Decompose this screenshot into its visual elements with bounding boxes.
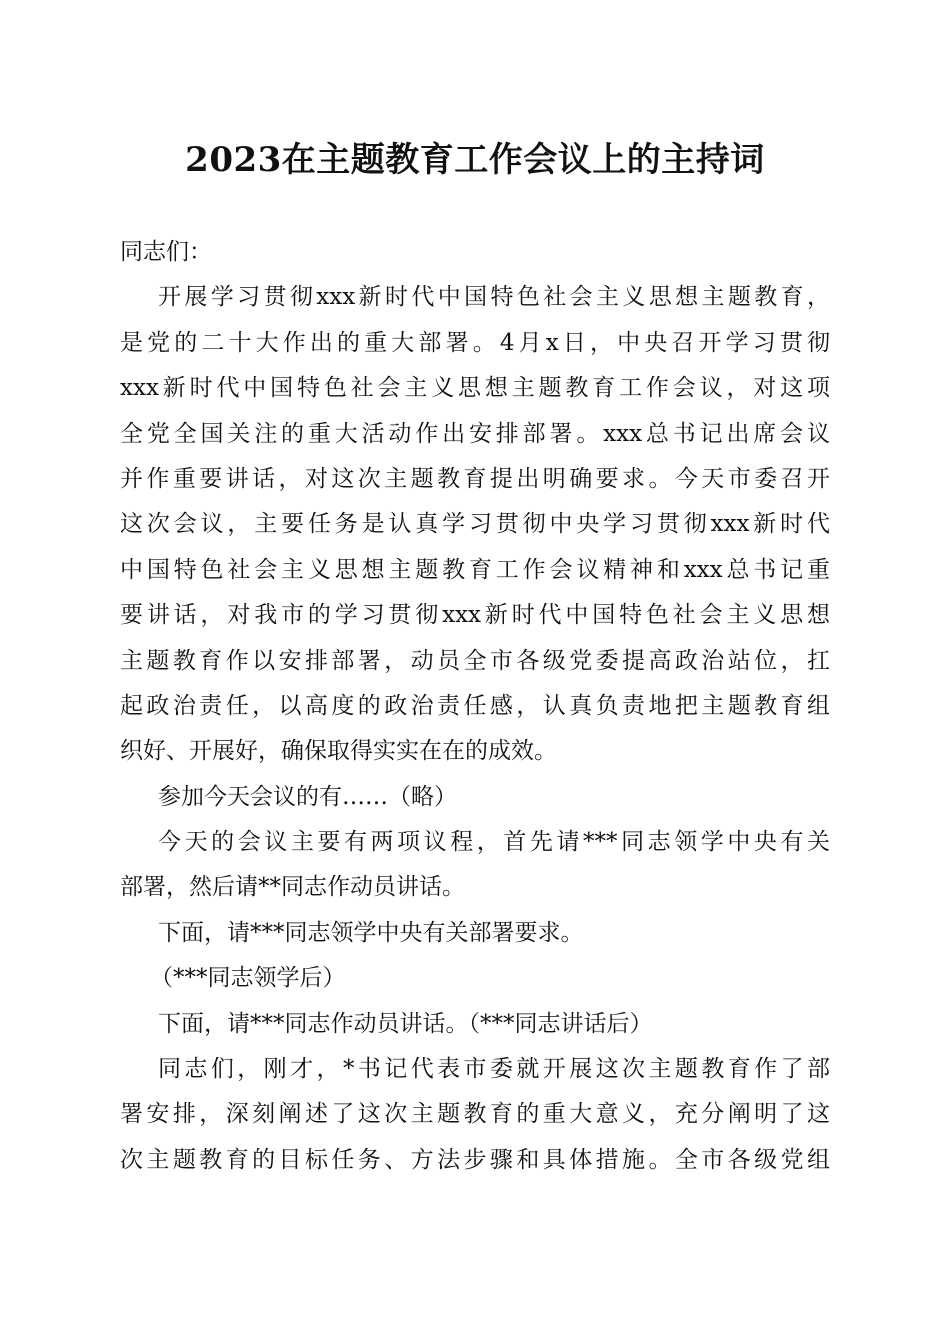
paragraph-line: 主题教育作以安排部署，动员全市各级党委提高政治站位，扛 bbox=[120, 647, 830, 674]
paragraph-line: 同志们，刚才，*书记代表市委就开展这次主题教育作了部 bbox=[158, 1056, 830, 1083]
paragraph-line: 下面，请***同志领学中央有关部署要求。 bbox=[158, 919, 584, 946]
paragraph-line: 今天的会议主要有两项议程，首先请***同志领学中央有关 bbox=[158, 829, 830, 856]
paragraph-line: 次主题教育的目标任务、方法步骤和具体措施。全市各级党组 bbox=[120, 1146, 830, 1173]
paragraph-line: 下面，请***同志作动员讲话。（***同志讲话后） bbox=[158, 1010, 653, 1037]
paragraph-line: 署安排，深刻阐述了这次主题教育的重大意义，充分阐明了这 bbox=[120, 1101, 830, 1128]
document-body bbox=[120, 230, 830, 1183]
paragraph-line: 部署，然后请**同志作动员讲话。 bbox=[120, 874, 465, 901]
paragraph-line: 开展学习贯彻xxx新时代中国特色社会主义思想主题教育， bbox=[158, 284, 830, 311]
paragraph-line: 织好、开展好，确保取得实实在在的成效。 bbox=[120, 738, 557, 765]
paragraph-line: 要讲话，对我市的学习贯彻xxx新时代中国特色社会主义思想 bbox=[120, 602, 830, 629]
paragraph-line: 是党的二十大作出的重大部署。4月x日，中央召开学习贯彻 bbox=[120, 329, 830, 356]
document-title: 2023在主题教育工作会议上的主持词 bbox=[185, 140, 765, 180]
paragraph-line: 起政治责任，以高度的政治责任感，认真负责地把主题教育组 bbox=[120, 692, 830, 719]
paragraph-line: 参加今天会议的有……（略） bbox=[158, 783, 457, 810]
salutation-line: 同志们： bbox=[120, 239, 212, 265]
paragraph-line: 全党全国关注的重大活动作出安排部署。xxx总书记出席会议 bbox=[120, 420, 830, 447]
paragraph-line: 并作重要讲话，对这次主题教育提出明确要求。今天市委召开 bbox=[120, 465, 830, 492]
paragraph-line: xxx新时代中国特色社会主义思想主题教育工作会议，对这项 bbox=[120, 375, 830, 402]
paragraph-line: 中国特色社会主义思想主题教育工作会议精神和xxx总书记重 bbox=[120, 556, 830, 583]
paragraph-line: （***同志领学后） bbox=[150, 965, 346, 992]
paragraph-line: 这次会议，主要任务是认真学习贯彻中央学习贯彻xxx新时代 bbox=[120, 511, 830, 538]
